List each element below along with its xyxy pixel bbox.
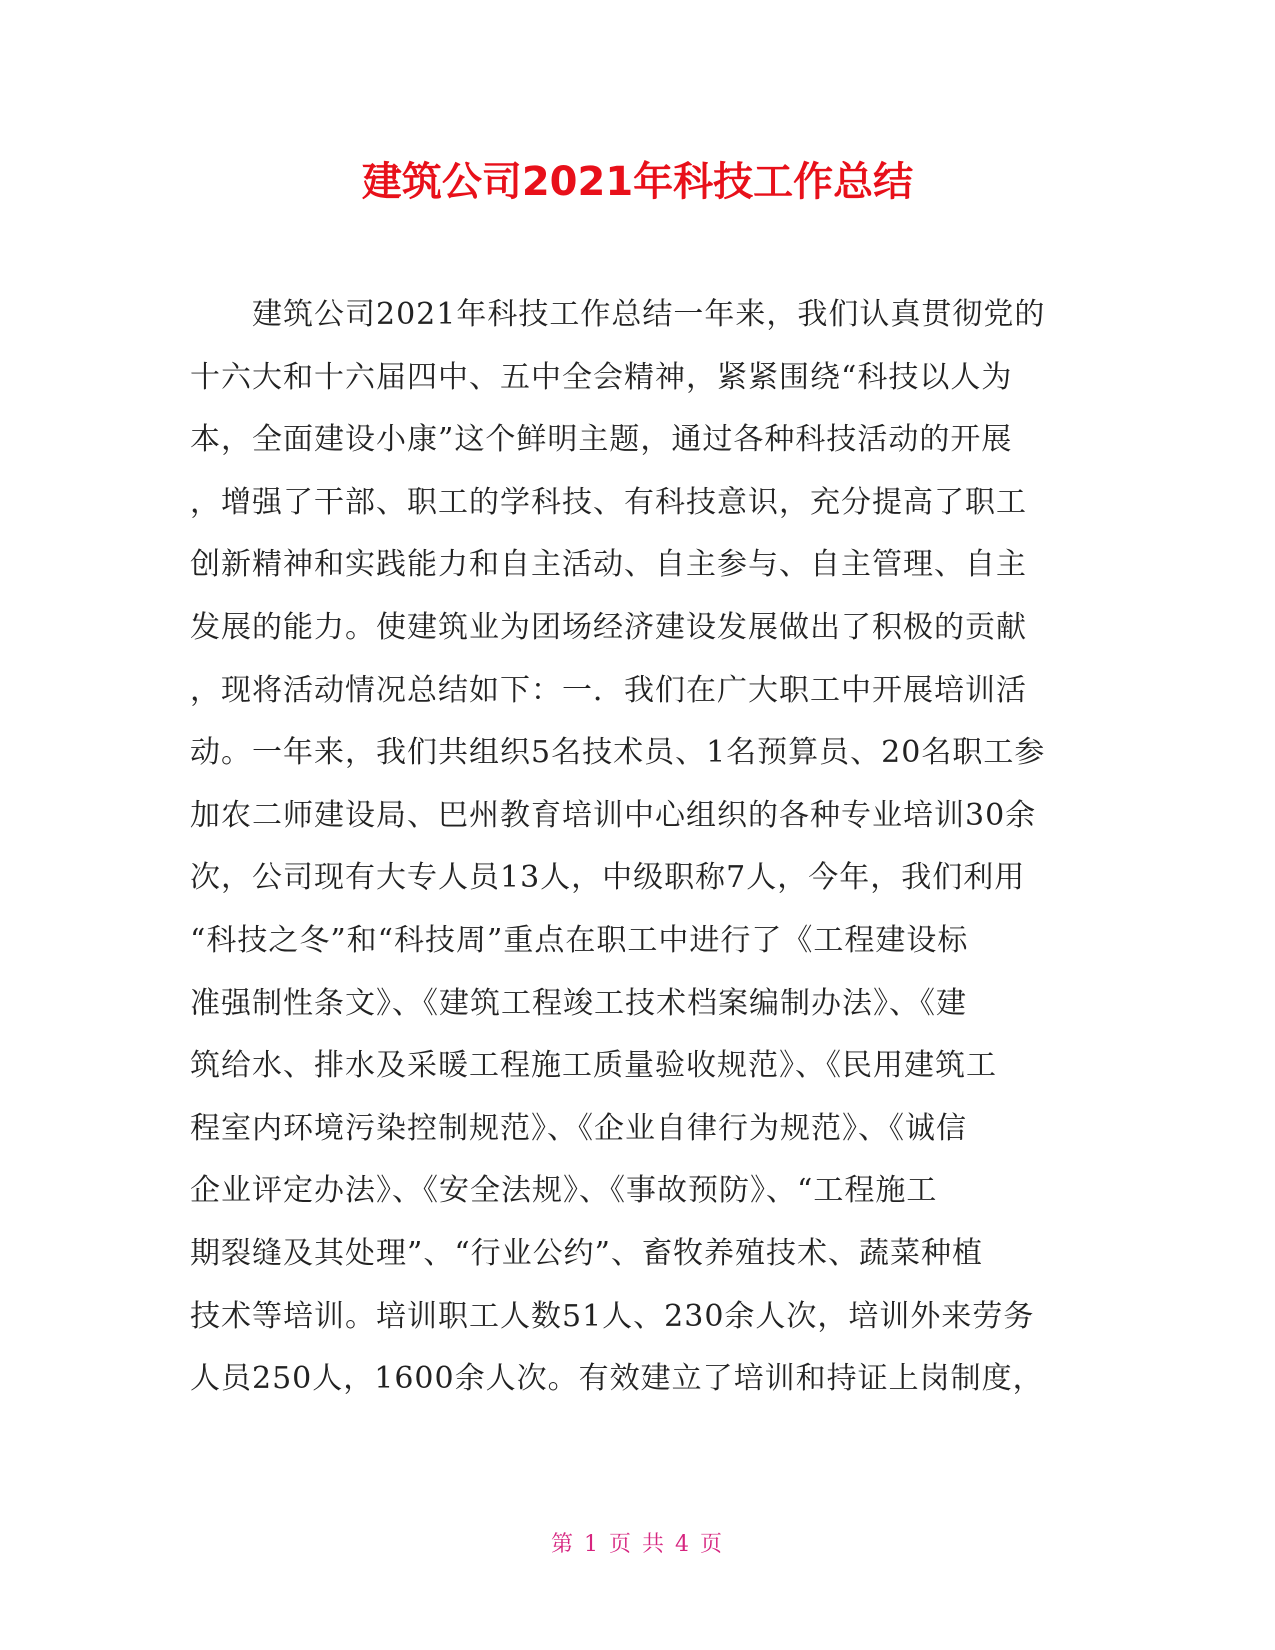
body-line: 十六大和十六届四中、五中全会精神，紧紧围绕“科技以人为 (190, 359, 1013, 395)
body-line: “科技之冬”和“科技周”重点在职工中进行了《工程建设标 (190, 922, 969, 958)
body-line: 创新精神和实践能力和自主活动、自主参与、自主管理、自主 (190, 547, 1027, 583)
body-line: 建筑公司2021年科技工作总结一年来，我们认真贯彻党的 (190, 297, 1046, 332)
page-title: 建筑公司2021年科技工作总结 (361, 159, 914, 205)
body-line: 准强制性条文》、《建筑工程竣工技术档案编制办法》、《建 (190, 985, 967, 1021)
body-line: ，现将活动情况总结如下：一．我们在广大职工中开展培训活 (190, 672, 1027, 708)
body-line: 发展的能力。使建筑业为团场经济建设发展做出了积极的贡献 (190, 609, 1027, 645)
body-line: 企业评定办法》、《安全法规》、《事故预防》、“工程施工 (190, 1173, 938, 1209)
page-number-footer: 第 1 页 共 4 页 (551, 1532, 724, 1557)
body-line: 次，公司现有大专人员13人，中级职称7人，今年，我们利用 (190, 860, 1026, 896)
body-line: 技术等培训。培训职工人数51人、230余人次，培训外来劳务 (190, 1298, 1035, 1334)
body-line: 人员250人，1600余人次。有效建立了培训和持证上岗制度， (190, 1361, 1044, 1397)
body-line: 本，全面建设小康”这个鲜明主题，通过各种科技活动的开展 (190, 422, 1013, 458)
body-line: 程室内环境污染控制规范》、《企业自律行为规范》、《诚信 (190, 1110, 967, 1146)
body-line: 动。一年来，我们共组织5名技术员、1名预算员、20名职工参 (190, 735, 1046, 771)
body-line: 期裂缝及其处理”、“行业公约”、畜牧养殖技术、蔬菜种植 (190, 1235, 984, 1271)
body-line: 加农二师建设局、巴州教育培训中心组织的各种专业培训30余 (190, 797, 1037, 833)
document-body (190, 284, 1085, 1411)
body-line: 筑给水、排水及采暖工程施工质量验收规范》、《民用建筑工 (190, 1048, 997, 1084)
body-line: ，增强了干部、职工的学科技、有科技意识，充分提高了职工 (190, 484, 1027, 520)
